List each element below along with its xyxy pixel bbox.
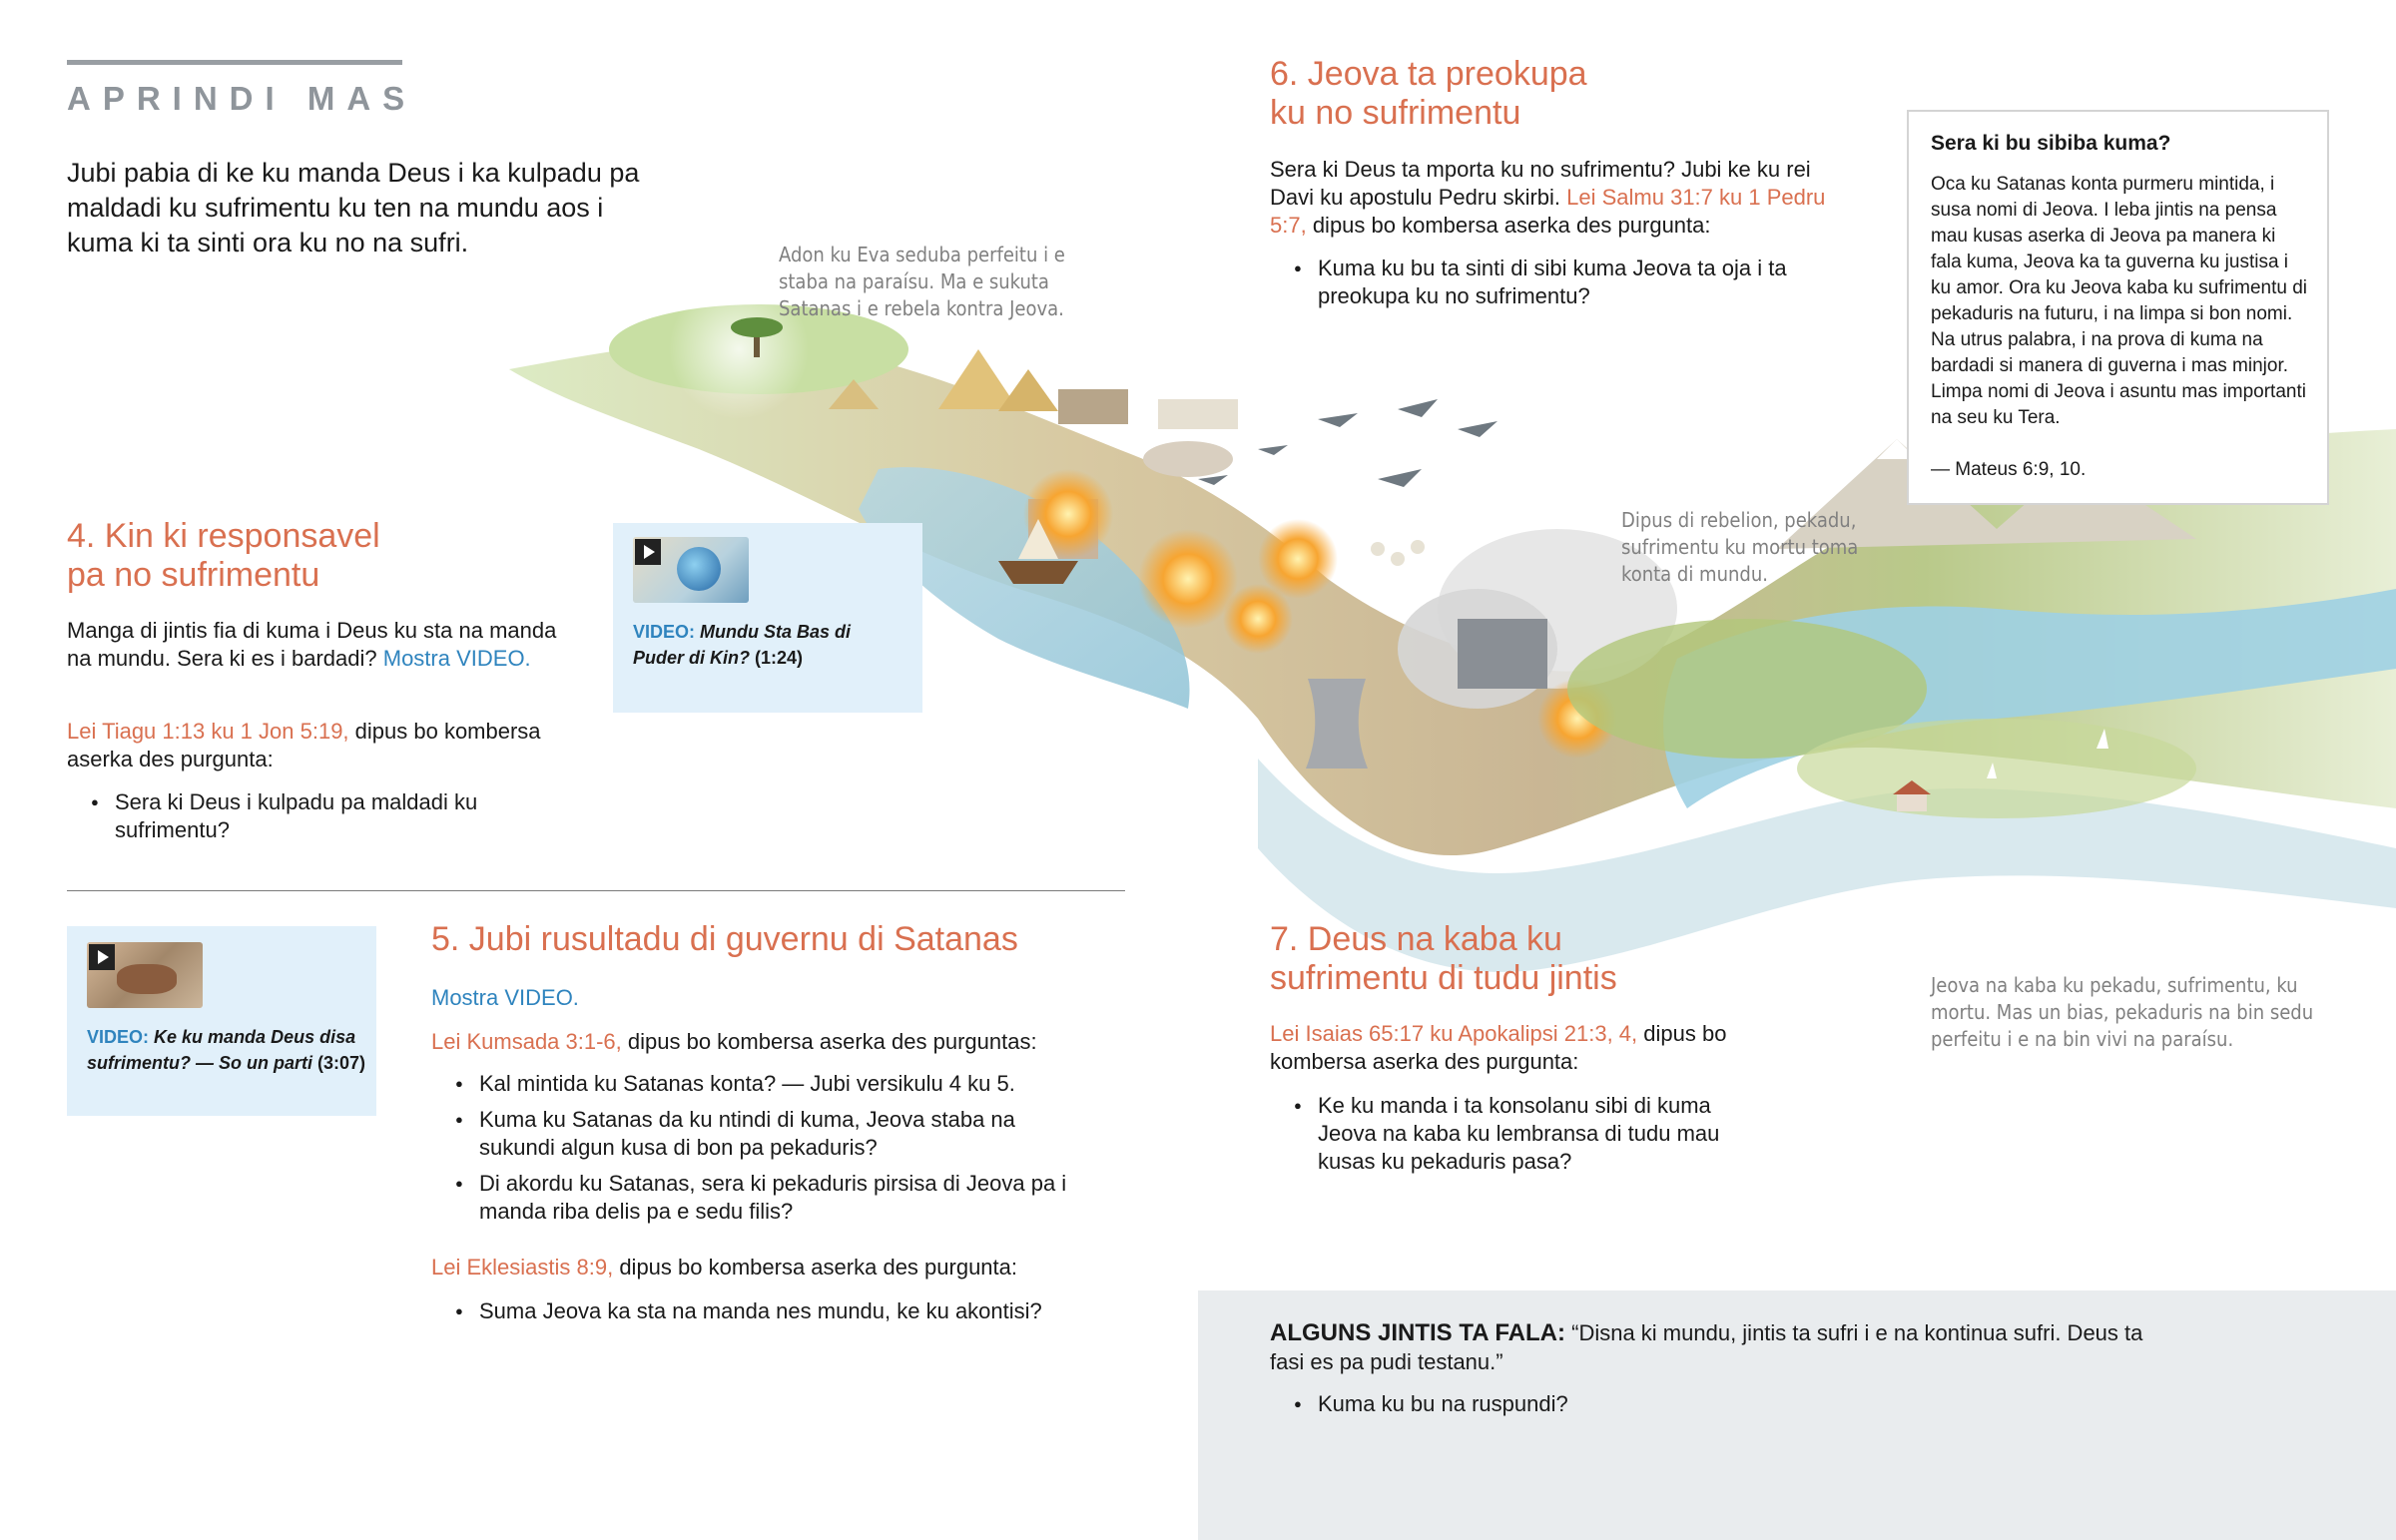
sidebar-title: Sera ki bu sibiba kuma? xyxy=(1931,132,2171,155)
header-rule xyxy=(67,60,402,65)
video-caption xyxy=(87,1024,366,1076)
section5-heading: 5. Jubi rusultadu di guvernu di Satanas xyxy=(431,920,1018,958)
green-hills-2 xyxy=(1797,719,2196,818)
section6-body xyxy=(1270,156,1829,240)
question-item: ● Ke ku manda i ta konsolanu sibi di kuma Jeova na kaba ku lembransa di tudu mau kusas ku pekaduris pasa? xyxy=(1270,1092,1769,1176)
some-say-questions xyxy=(1270,1390,1969,1426)
globe-icon xyxy=(677,547,721,591)
video-duration: (1:24) xyxy=(755,648,804,668)
scripture-link[interactable]: Lei Eklesiastis 8:9, xyxy=(431,1255,614,1280)
video-title: Mundu Sta Bas di Puder di Kin? xyxy=(633,622,852,668)
show-video-link[interactable]: Mostra VIDEO. xyxy=(431,985,579,1010)
caption-paradise: Jeova na kaba ku pekadu, sufrimentu, ku mortu. Mas un bias, pekaduris na bin sedu perfeitu i e na bin vivi na paraísu. xyxy=(1931,973,2314,1051)
question-item: ● Sera ki Deus i kulpadu pa maldadi ku sufrimentu? xyxy=(67,788,546,844)
some-say-text xyxy=(1270,1318,2168,1376)
section5-questions-2 xyxy=(431,1297,1110,1333)
scripture-link[interactable]: Lei Isaias 65:17 ku Apokalipsi 21:3, 4, xyxy=(1270,1021,1638,1046)
section7-questions xyxy=(1270,1092,1769,1184)
parachutes xyxy=(1371,540,1425,566)
video-caption xyxy=(633,619,902,671)
intro-text: Jubi pabia di ke ku manda Deus i ka kulpadu pa maldadi ku sufrimentu ku ten na mundu aos i kuma ki ta sinti ora ku no na sufri. xyxy=(67,158,640,257)
factory xyxy=(1458,619,1547,689)
video-title: Ke ku manda Deus disa sufrimentu? — So un parti xyxy=(87,1027,356,1073)
some-say-quote: “Disna ki mundu, jintis ta sufri i e na kontinua sufri. Deus ta fasi es pa pudi testanu.” xyxy=(1270,1320,2143,1374)
section4-read xyxy=(67,718,586,773)
question-item: ● Kuma ku Satanas da ku ntindi di kuma, Jeova staba na sukundi algun kusa di bon pa pekaduris? xyxy=(431,1106,1070,1162)
section4-heading: 4. Kin ki responsavel pa no sufrimentu xyxy=(67,517,380,594)
aircraft xyxy=(1198,399,1498,487)
read-instruction: dipus bo kombersa aserka des purgunta: xyxy=(67,719,541,771)
pyramid-2 xyxy=(998,369,1058,411)
some-people-say-panel xyxy=(1198,1290,2396,1540)
video-thumbnail[interactable] xyxy=(633,537,749,603)
section-divider xyxy=(67,890,1125,891)
sidebar-reference: — Mateus 6:9, 10. xyxy=(1931,459,2087,480)
colosseum xyxy=(1143,441,1233,477)
video-card-mundu[interactable] xyxy=(613,523,922,713)
scripture-link[interactable]: Lei Salmu 31:7 ku 1 Pedru 5:7, xyxy=(1270,185,1826,238)
read-instruction: dipus bo kombersa aserka des purgunta: xyxy=(1306,213,1711,238)
video-card-sufrimentu[interactable] xyxy=(67,926,376,1116)
video-label: VIDEO: xyxy=(633,622,696,642)
caption-eden: Adon ku Eva seduba perfeitu i e staba na paraísu. Ma e sukuta Satanas i e rebela kontra Jeova. xyxy=(779,243,1065,320)
house xyxy=(1897,793,1927,811)
question-item: ● Kuma ku bu ta sinti di sibi kuma Jeova ta oja i ta preokupa ku no sufrimentu? xyxy=(1270,255,1809,310)
section6-body-text: Sera ki Deus ta mporta ku no sufrimentu? Jubi ke ku rei Davi ku apostulu Pedru skirbi. xyxy=(1270,157,1811,210)
question-item: ● Kal mintida ku Satanas konta? — Jubi versikulu 4 ku 5. xyxy=(431,1070,1070,1098)
caption-war: Dipus di rebelion, pekadu, sufrimentu ku mortu toma konta di mundu. xyxy=(1621,508,1859,586)
video-duration: (3:07) xyxy=(317,1053,366,1073)
page-title: APRINDI MAS xyxy=(67,80,417,117)
scripture-link[interactable]: Lei Kumsada 3:1-6, xyxy=(431,1029,622,1054)
painting-figure xyxy=(117,964,177,994)
play-icon[interactable] xyxy=(635,539,661,565)
question-item: ● Di akordu ku Satanas, sera ki pekaduris pirsisa di Jeova pa i manda riba delis pa e sedu filis? xyxy=(431,1170,1070,1226)
read-instruction: dipus bo kombersa aserka des purguntas: xyxy=(621,1029,1037,1054)
some-say-label: ALGUNS JINTIS TA FALA: xyxy=(1270,1319,1565,1346)
cooling-tower xyxy=(1306,679,1368,769)
section5-read1 xyxy=(431,1028,1110,1056)
sidebar-body: Oca ku Satanas konta purmeru mintida, i susa nomi di Jeova. I leba jintis na pensa mau kusas aserka di Jeova pa manera ki fala kuma, Jeova ka ta guverna ku justisa i ku amor. Ora ku Jeova kaba ku sufrimentu di pekaduris na futuru, i na limpa si bon nomi. Na utrus palabra, i na prova di kuma na bardadi si manera di guverna i mas minjor. Limpa nomi di Jeova i asuntu mas importanti na seu ku Tera. xyxy=(1931,174,2308,428)
video-thumbnail[interactable] xyxy=(87,942,203,1008)
did-you-know-box xyxy=(1907,110,2329,505)
question-item: ● Kuma ku bu na ruspundi? xyxy=(1270,1390,1969,1418)
section4-body xyxy=(67,617,566,673)
question-item: ● Suma Jeova ka sta na manda nes mundu, ke ku akontisi? xyxy=(431,1297,1110,1325)
section4-questions xyxy=(67,788,546,852)
ziggurat xyxy=(1058,389,1128,424)
section5-questions xyxy=(431,1070,1070,1234)
read-instruction: dipus bo kombersa aserka des purgunta: xyxy=(1270,1021,1727,1074)
read-instruction: dipus bo kombersa aserka des purgunta: xyxy=(613,1255,1018,1280)
video-label: VIDEO: xyxy=(87,1027,150,1047)
section4-body-text: Manga di jintis fia di kuma i Deus ku sta na manda na mundu. Sera ki es i bardadi? xyxy=(67,618,557,671)
section6-heading: 6. Jeova ta preokupa ku no sufrimentu xyxy=(1270,55,1587,132)
play-icon[interactable] xyxy=(89,944,115,970)
section7-read xyxy=(1270,1020,1749,1076)
scripture-link[interactable]: Lei Tiagu 1:13 ku 1 Jon 5:19, xyxy=(67,719,349,744)
section7-heading: 7. Deus na kaba ku sufrimentu di tudu jintis xyxy=(1270,920,1617,997)
section5-read2 xyxy=(431,1254,1110,1282)
temple xyxy=(1158,399,1238,429)
tree-crown xyxy=(731,317,783,337)
battle-fire-3 xyxy=(1223,584,1293,654)
battle-fire-1 xyxy=(1138,529,1238,629)
section6-questions xyxy=(1270,255,1809,318)
show-video-link[interactable]: Mostra VIDEO. xyxy=(382,646,531,671)
